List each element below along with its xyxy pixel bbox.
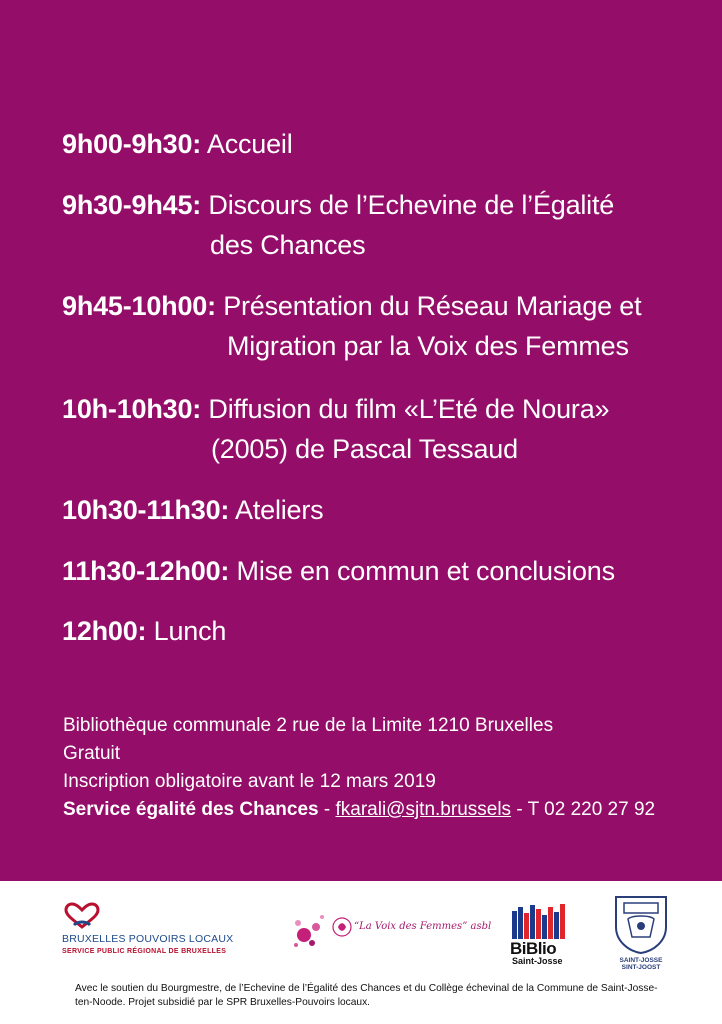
schedule-time: 9h30-9h45:	[62, 190, 202, 220]
biblio-subtitle: Saint-Josse	[512, 956, 563, 966]
schedule-time: 10h30-11h30:	[62, 495, 230, 525]
address: Bibliothèque communale 2 rue de la Limite 1210 Bruxelles	[63, 715, 554, 736]
schedule-time: 10h-10h30:	[62, 394, 202, 424]
bpl-subtitle: SERVICE PUBLIC RÉGIONAL DE BRUXELLES	[62, 948, 227, 955]
schedule-description-continued: (2005) de Pascal Tessaud	[211, 434, 518, 464]
schedule-description-continued: Migration par la Voix des Femmes	[227, 331, 629, 361]
schedule-item	[62, 490, 702, 530]
schedule-item	[62, 185, 702, 260]
service-name: Service égalité des Chances	[63, 799, 319, 820]
schedule-time: 12h00:	[62, 616, 147, 646]
phone-number: T 02 220 27 92	[527, 799, 656, 820]
schedule-item	[62, 124, 702, 164]
schedule-item	[62, 286, 702, 361]
heart-logo-icon	[62, 901, 102, 931]
contact-line: Service égalité des Chances - fkarali@sjtn.brussels - T 02 220 27 92	[63, 799, 656, 820]
price: Gratuit	[63, 743, 121, 764]
schedule-item	[62, 389, 702, 464]
schedule-description: Diffusion du film «L’Eté de Noura»	[208, 394, 610, 424]
registration-deadline: Inscription obligatoire avant le 12 mars 2019	[63, 771, 436, 792]
vdf-title: “La Voix des Femmes” asbl	[354, 921, 492, 932]
support-notice: Avec le soutien du Bourgmestre, de l’Echevine de l’Égalité des Chances et du Collège échevinal de la Commune de Saint-Josse-ten-Noode. Projet subsidié par le SPR Bruxelles-Pouvoirs locaux.	[75, 983, 658, 1008]
dots-flower-icon	[290, 905, 354, 955]
schedule-description: Présentation du Réseau Mariage et	[223, 291, 642, 321]
saint-josse-label: SAINT-JOSSE SINT-JOOST	[619, 957, 663, 971]
bpl-title: BRUXELLES POUVOIRS LOCAUX	[62, 933, 234, 945]
schedule-time: 9h45-10h00:	[62, 291, 216, 321]
bruxelles-pouvoirs-locaux-logo	[62, 901, 252, 961]
schedule-description-continued: des Chances	[210, 230, 366, 260]
schedule-item	[62, 611, 702, 651]
footer	[0, 881, 722, 1024]
voix-des-femmes-logo	[290, 905, 490, 955]
schedule-description: Lunch	[153, 616, 227, 646]
books-icon	[510, 903, 574, 939]
schedule-description: Ateliers	[235, 495, 324, 525]
practical-info	[63, 712, 655, 824]
saint-josse-coat-of-arms	[610, 893, 680, 973]
biblio-title: BiBlio	[510, 939, 557, 958]
biblio-saint-josse-logo	[508, 901, 580, 971]
schedule-item	[62, 551, 702, 591]
coat-of-arms-icon	[610, 893, 672, 955]
schedule-description: Mise en commun et conclusions	[236, 556, 615, 586]
schedule-description: Accueil	[206, 129, 293, 159]
schedule-time: 9h00-9h30:	[62, 129, 202, 159]
schedule-description: Discours de l’Echevine de l’Égalité	[208, 190, 615, 220]
email-link[interactable]: fkarali@sjtn.brussels	[335, 799, 512, 820]
schedule-time: 11h30-12h00:	[62, 556, 230, 586]
